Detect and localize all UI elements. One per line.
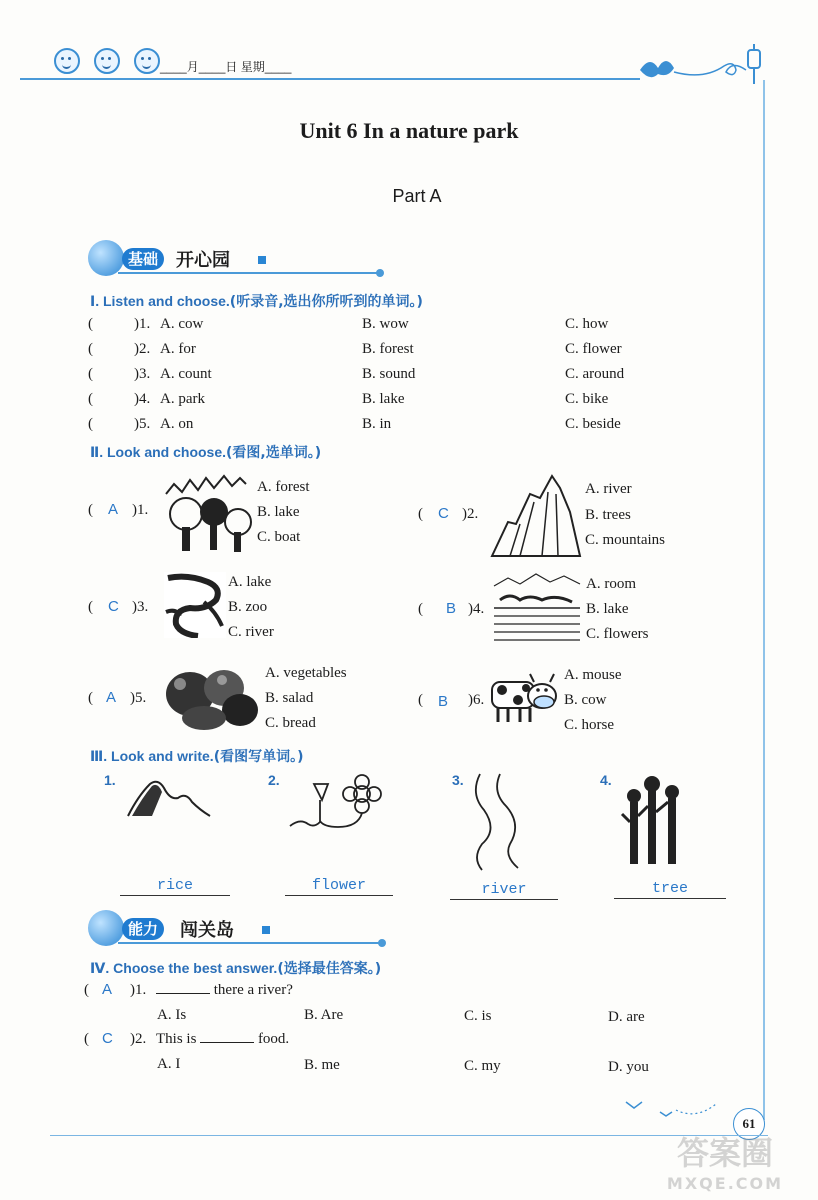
list-item: ( )4. A. park B. lake C. bike — [88, 391, 609, 407]
birds-decoration-icon — [620, 1092, 730, 1122]
option-c[interactable]: C. bread — [265, 715, 316, 731]
handwritten-answer: A — [102, 981, 113, 998]
option-b[interactable]: B. forest — [362, 341, 414, 357]
handwritten-answer: C — [438, 505, 449, 522]
feather-badge-icon — [88, 240, 124, 276]
option-b[interactable]: B. lake — [257, 504, 300, 520]
option-b[interactable]: B. salad — [265, 690, 314, 706]
question-text: there a river? — [156, 982, 293, 999]
option-c[interactable]: C. my — [464, 1058, 501, 1074]
option-a[interactable]: A. room — [586, 576, 636, 592]
write-answer: flower — [311, 877, 366, 894]
option-a[interactable]: A. for — [160, 341, 196, 357]
write-answer: river — [481, 881, 527, 898]
option-a[interactable]: A. Is — [157, 1007, 187, 1023]
option-a[interactable]: A. cow — [160, 316, 204, 332]
square-icon — [258, 256, 266, 264]
banner-title: 闯关岛 — [180, 920, 234, 941]
option-a[interactable]: A. vegetables — [265, 665, 347, 681]
section-2-heading-zh: (看图,选单词。) — [226, 445, 322, 461]
river-sketch-icon — [470, 772, 542, 872]
option-d[interactable]: D. you — [608, 1059, 649, 1075]
feather-badge-icon — [88, 910, 124, 946]
handwritten-answer: B — [446, 600, 457, 617]
option-a[interactable]: A. river — [585, 481, 632, 497]
banner-underline — [118, 272, 378, 274]
right-margin-rule — [763, 80, 765, 1120]
write-item-number: 1. — [104, 772, 116, 788]
write-answer: tree — [651, 880, 688, 897]
smile-face-icon — [54, 48, 80, 74]
page-title: Unit 6 In a nature park — [299, 118, 519, 143]
banner-underline — [118, 942, 380, 944]
option-b[interactable]: B. trees — [585, 507, 631, 523]
answer-blank[interactable] — [200, 1042, 254, 1043]
banner-ability — [88, 910, 388, 946]
rice-picture-icon — [126, 776, 214, 822]
page-number: 61 — [733, 1108, 765, 1140]
watermark-line2: MXQE.COM — [666, 1174, 784, 1193]
option-c[interactable]: C. beside — [565, 416, 621, 432]
banner-basic — [88, 240, 388, 276]
option-b[interactable]: B. zoo — [228, 599, 268, 615]
section-3-heading — [90, 746, 304, 766]
write-item-number: 3. — [452, 772, 464, 788]
option-a[interactable]: A. lake — [228, 574, 272, 590]
page-subtitle: Part A — [392, 186, 442, 206]
butterfly-lamp-decoration-icon — [630, 40, 770, 90]
forest-picture-icon — [162, 472, 254, 554]
tree-picture-icon — [620, 772, 690, 866]
date-line: ____月____日 星期____ — [160, 60, 292, 74]
handwritten-answer: C — [102, 1030, 113, 1047]
section-1-heading-zh: (听录音,选出你所听到的单词。) — [229, 294, 423, 310]
write-answer: rice — [156, 877, 193, 894]
neutral-face-icon — [94, 48, 120, 74]
write-line[interactable] — [285, 895, 393, 896]
list-item: ( )3. A. count B. sound C. around — [88, 366, 625, 382]
cow-picture-icon — [488, 670, 558, 726]
square-icon — [262, 926, 270, 934]
section-4-heading-zh: (选择最佳答案。) — [277, 961, 382, 977]
section-1-heading-en: Ⅰ. Listen and choose. — [90, 293, 230, 309]
mountains-picture-icon — [490, 472, 582, 558]
handwritten-answer: A — [106, 689, 117, 706]
banner-title: 开心园 — [176, 250, 230, 271]
option-a[interactable]: A. park — [160, 391, 205, 407]
option-c[interactable]: C. is — [464, 1008, 492, 1024]
sad-face-icon — [134, 48, 160, 74]
section-1-heading — [90, 291, 423, 311]
question-text: This is food. — [156, 1031, 290, 1047]
option-b[interactable]: B. Are — [304, 1007, 344, 1023]
lake-picture-icon — [492, 572, 582, 648]
section-3-heading-en: Ⅲ. Look and write. — [90, 748, 214, 764]
watermark-logo — [640, 1128, 810, 1198]
watermark-line1: 答案圈 — [676, 1134, 773, 1172]
option-c[interactable]: C. boat — [257, 529, 301, 545]
write-line[interactable] — [120, 895, 230, 896]
vegetables-picture-icon — [160, 660, 262, 732]
section-4-heading-en: Ⅳ. Choose the best answer. — [90, 960, 278, 976]
option-c[interactable]: C. around — [565, 366, 625, 382]
option-b[interactable]: B. lake — [586, 601, 629, 617]
option-b[interactable]: B. cow — [564, 692, 607, 708]
option-b[interactable]: B. lake — [362, 391, 405, 407]
option-c[interactable]: C. how — [565, 316, 609, 332]
banner-pill: 基础 — [122, 248, 164, 270]
dot-icon — [376, 269, 384, 277]
option-c[interactable]: C. river — [228, 624, 274, 640]
handwritten-answer: A — [108, 501, 119, 518]
option-d[interactable]: D. are — [608, 1009, 645, 1025]
list-item: ( )1. A. cow B. wow C. how — [88, 316, 609, 332]
option-c[interactable]: C. flowers — [586, 626, 649, 642]
answer-blank[interactable] — [156, 993, 210, 994]
option-b[interactable]: B. sound — [362, 366, 416, 382]
section-2-heading — [90, 442, 321, 462]
flower-picture-icon — [286, 770, 390, 838]
option-a[interactable]: A. count — [160, 366, 212, 382]
option-a[interactable]: A. mouse — [564, 667, 622, 683]
option-c[interactable]: C. horse — [564, 717, 614, 733]
option-b[interactable]: B. in — [362, 416, 392, 432]
river-picture-icon — [164, 572, 226, 638]
write-line[interactable] — [614, 898, 726, 899]
option-b[interactable]: B. me — [304, 1057, 340, 1073]
handwritten-answer: C — [108, 598, 119, 615]
option-a[interactable]: A. on — [160, 416, 194, 432]
dot-icon — [378, 939, 386, 947]
section-3-heading-zh: (看图写单词。) — [213, 749, 304, 765]
option-a[interactable]: A. forest — [257, 479, 310, 495]
list-item: ( )2. A. for B. forest C. flower — [88, 341, 622, 357]
handwritten-answer: B — [438, 693, 449, 710]
option-c[interactable]: C. bike — [565, 391, 609, 407]
option-b[interactable]: B. wow — [362, 316, 409, 332]
section-2-heading-en: Ⅱ. Look and choose. — [90, 444, 227, 460]
banner-pill: 能力 — [122, 918, 164, 940]
option-c[interactable]: C. flower — [565, 341, 622, 357]
section-4-heading — [90, 958, 381, 978]
write-line[interactable] — [450, 899, 558, 900]
option-a[interactable]: A. I — [157, 1056, 181, 1072]
option-c[interactable]: C. mountains — [585, 532, 666, 548]
header-rule — [20, 78, 640, 80]
list-item: ( )5. A. on B. in C. beside — [88, 416, 621, 432]
write-item-number: 2. — [268, 772, 280, 788]
write-item-number: 4. — [600, 772, 612, 788]
